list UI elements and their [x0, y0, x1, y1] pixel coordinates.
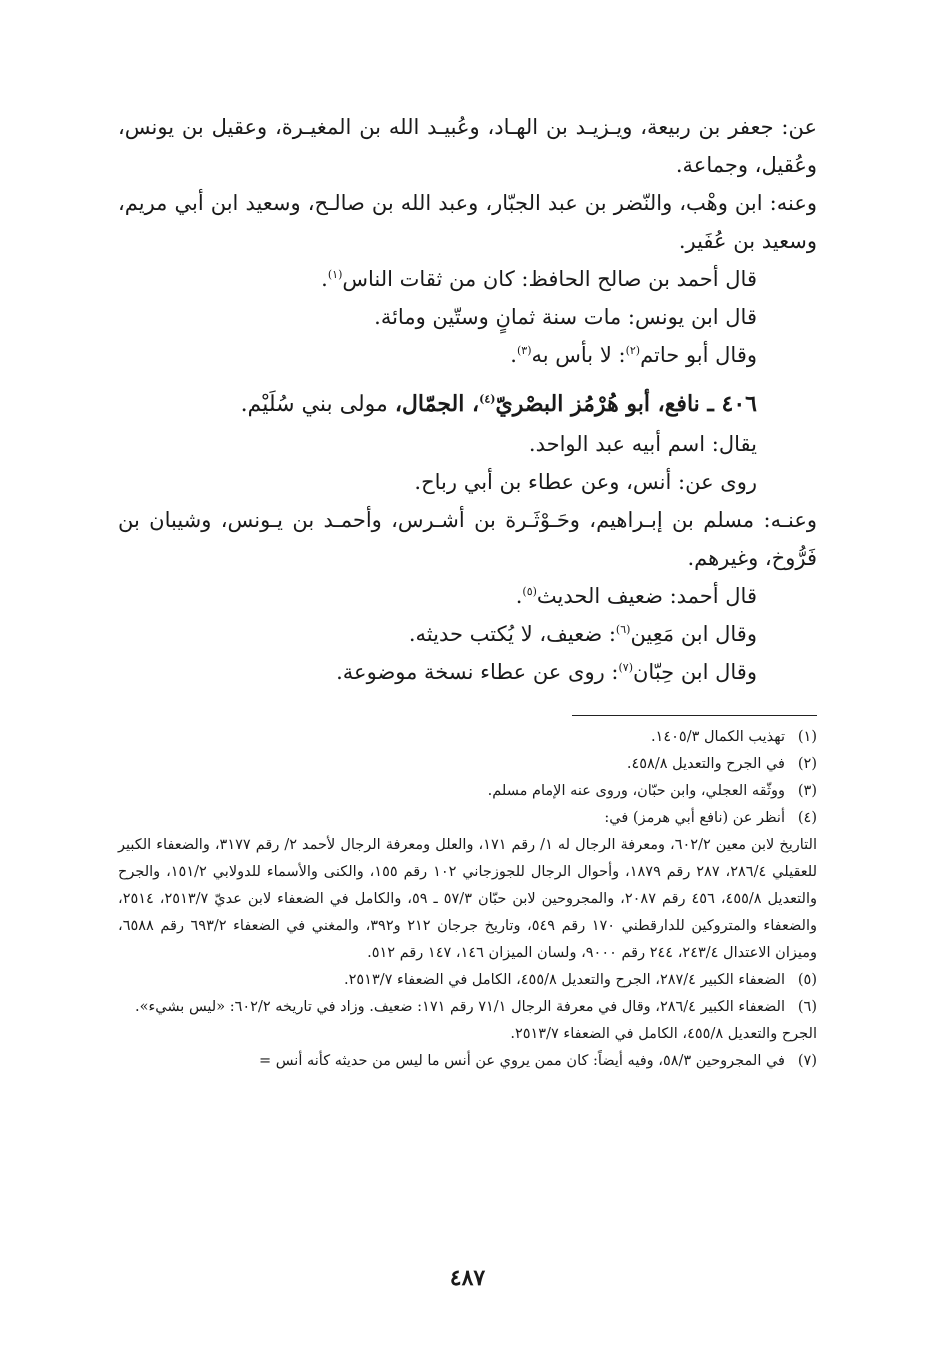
footnote-ref: (٣) [516, 344, 532, 357]
footnote [118, 805, 817, 832]
footnote-ref: (٢) [625, 344, 641, 357]
footnote-ref: (٦) [615, 623, 631, 636]
quote-line [118, 336, 817, 374]
quote-line [118, 615, 817, 653]
quote-text: وقال ابن مَعِين [630, 622, 757, 646]
quote-text: : روى عن عطاء نسخة موضوعة. [336, 660, 619, 684]
footnote [118, 724, 817, 751]
quote-line: يقال: اسم أبيه عبد الواحد. [528, 432, 757, 456]
paragraph: عن: جعفر بن ربيعة، ويـزيـد بن الهـاد، وعُبيـد الله بن المغيـرة، وعقيل بن يونس، وعُقيل، وجماعة. [118, 115, 817, 177]
footnotes [118, 724, 817, 1075]
footnote-text: أنظر عن (نافع أبي هرمز) في: [604, 810, 785, 826]
footnote-text: تهذيب الكمال ١٤٠٥/٣. [650, 729, 785, 745]
page-number: ٤٨٧ [449, 1265, 486, 1291]
footnote [118, 994, 817, 1048]
quote-text: : لا بأس به [531, 343, 626, 367]
paragraph: وعنـه: مسلم بن إبـراهيم، وحَـوْثَـرة بن أشـرس، وأحمـد بن يـونس، وشيبان بن فَرُّوخ، وغيرهم. [118, 508, 817, 570]
footnote-text: الضعفاء الكبير ٢٨٧/٤، الجرح والتعديل ٤٥٥/٨، الكامل في الضعفاء ٢٥١٣/٧. [343, 972, 785, 988]
quote-text: قال أحمد: ضعيف الحديث [536, 584, 757, 608]
footnote-text: في المجروحين ٥٨/٣، وفيه أيضاً: كان ممن يروي عن أنس ما ليس من حديثه كأنه أنس = [259, 1053, 785, 1069]
quote-text: قال أحمد بن صالح الحافظ: كان من ثقات الناس [342, 267, 757, 291]
quote-text: . [510, 343, 517, 367]
quote-text: : ضعيف، لا يُكتب حديثه. [408, 622, 616, 646]
footnote [118, 778, 817, 805]
footnote-number: (٥) [797, 972, 817, 988]
entry-subtitle: مولى بني سُلَيْم. [240, 392, 395, 417]
quote-text: وقال أبو حاتم [640, 343, 757, 367]
quote-line: قال ابن يونس: مات سنة ثمانٍ وستّين ومائة. [374, 305, 757, 329]
quote-text: . [321, 267, 328, 291]
footnote-ref: (٥) [522, 585, 537, 598]
entry-heading [118, 384, 817, 425]
footnote-continuation: التاريخ لابن معين ٦٠٢/٢، ومعرفة الرجال له ١/ رقم ١٧١، والعلل ومعرفة الرجال لأحمد ٢/ رقم ٣١٧٧، والضعفاء الكبير للعقيلي ٢٨٦/٤، ٢٨٧ رقم ١٨٧٩، وأحوال الرجال للجوزجاني ١٠٢ رقم ١٥٥، والكنى والأسماء للدولابي ١٥١/٢، والجرح والتعديل ٤٥٥/٨، ٤٥٦ رقم ٢٠٨٧، والمجروحين لابن حبّان ٥٧/٣ ـ ٥٩، والكامل في الضعفاء لابن عديّ ٢٥١٣/٧، ٢٥١٤، والضعفاء والمتروكين للدارقطني ١٧٠ رقم ٥٤٩، وتاريخ جرجان ٢١٢ و٣٩٢، والمغني في الضعفاء ٦٩٣/٢ رقم ٦٥٨٨، وميزان الاعتدال ٢٤٣/٤، ٢٤٤ رقم ٩٠٠٠، ولسان الميزان ١٤٦، ١٤٧ رقم ٥١٢. [118, 837, 818, 961]
entry-title: ، الجمّال، [394, 391, 480, 417]
entry-title: ٤٠٦ ـ نافع، أبو هُرْمُز البصْريّ [495, 391, 757, 417]
footnote-number: (٢) [797, 756, 817, 772]
quote-line [118, 653, 817, 691]
footnote-text: الضعفاء الكبير ٢٨٦/٤، وقال في معرفة الرجال ٧١/١ رقم ١٧١: ضعيف. وزاد في تاريخه ٦٠٢/٢: «ليس بشيء». الجرح والتعديل ٤٥٥/٨، الكامل في الضعفاء ٢٥١٣/٧. [134, 999, 817, 1042]
paragraph: وعنه: ابن وهْب، والنّضر بن عبد الجبّار، وعبد الله بن صالـح، وسعيد ابن أبي مريم، وسعيد بن عُفَير. [118, 191, 817, 253]
footnote [118, 1048, 817, 1075]
footnote-text: ووثّقه العجلي، وابن حبّان، وروى عنه الإمام مسلم. [487, 783, 785, 799]
quote-line [118, 260, 817, 298]
footnote [118, 967, 817, 994]
footnote-number: (٤) [797, 810, 817, 826]
footnote-number: (١) [797, 729, 817, 745]
footnote-text: في الجرح والتعديل ٤٥٨/٨. [626, 756, 785, 772]
quote-line: روى عن: أنس، وعن عطاء بن أبي رباح. [414, 470, 757, 494]
page-content [118, 108, 817, 1075]
footnote-ref: (٧) [618, 661, 633, 674]
quote-line [118, 577, 817, 615]
quote-text: . [515, 584, 523, 608]
footnote-number: (٣) [797, 783, 817, 799]
footnote-ref: (٤) [479, 392, 496, 406]
footnote-ref: (١) [327, 268, 343, 281]
footnote [118, 751, 817, 778]
footnote-number: (٧) [797, 1053, 817, 1069]
footnote-number: (٦) [797, 999, 817, 1015]
quote-text: وقال ابن حِبّان [633, 660, 757, 684]
footnote-divider [572, 715, 817, 716]
